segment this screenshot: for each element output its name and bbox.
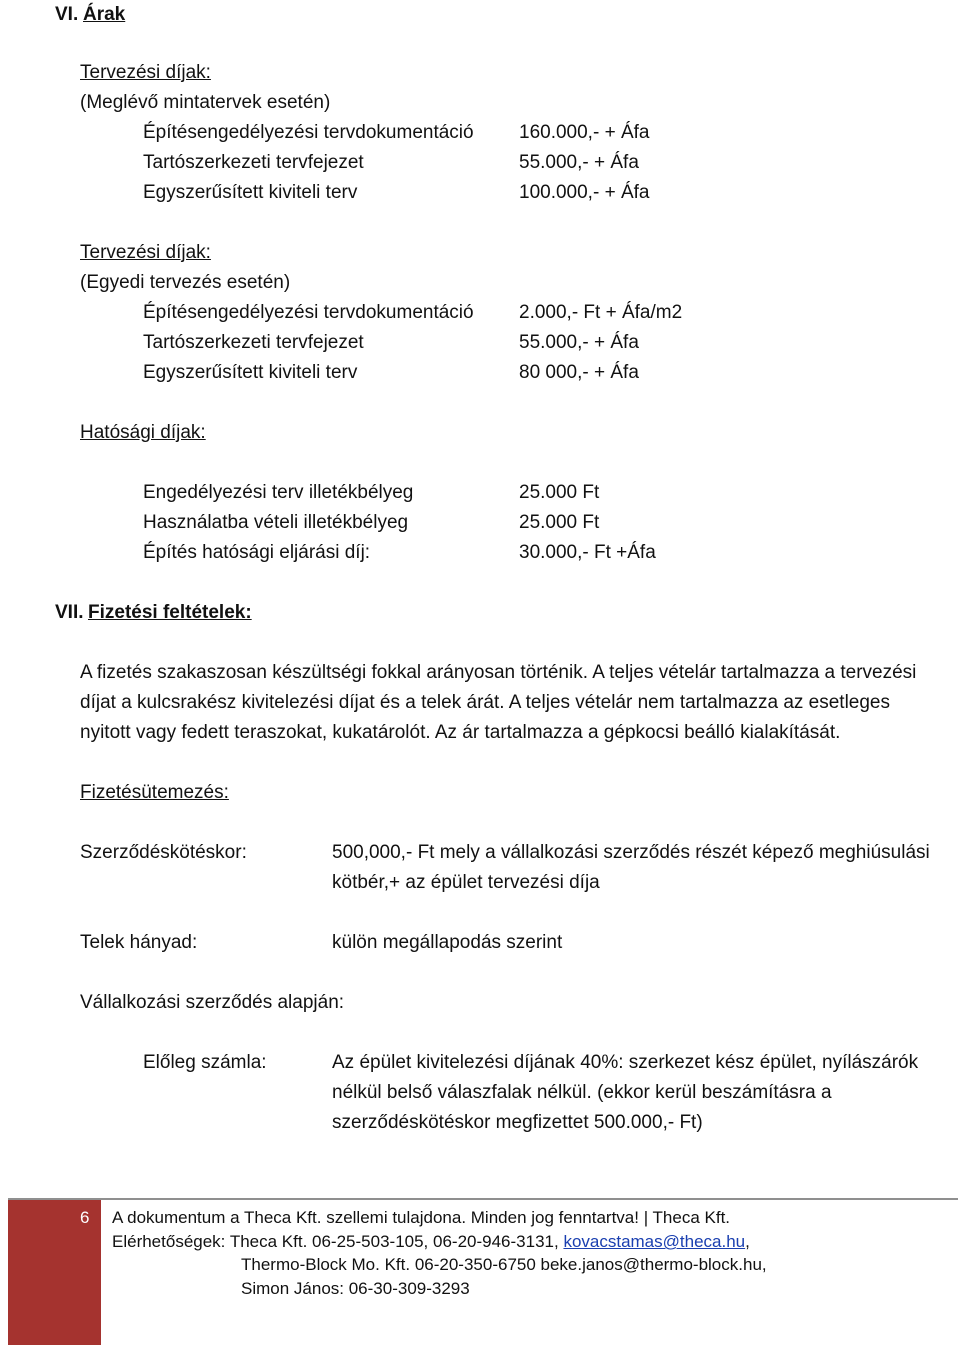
footer-simon: Simon János: 06-30-309-3293 <box>241 1279 470 1298</box>
price-row-label: Engedélyezési terv illetékbélyeg <box>143 482 414 503</box>
advance-invoice-value: szerződéskötéskor megfizettet 500.000,- Ft) <box>332 1112 703 1133</box>
advance-invoice-label: Előleg számla: <box>143 1052 267 1073</box>
price-row-value: 160.000,- + Áfa <box>519 122 650 143</box>
page-number: 6 <box>80 1208 90 1227</box>
advance-invoice-value: nélkül belső válaszfalak nélkül. (ekkor kerül beszámításra a <box>332 1082 832 1103</box>
price-row-value: 2.000,- Ft + Áfa/m2 <box>519 302 683 323</box>
footer-copyright: A dokumentum a Theca Kft. szellemi tulajdona. Minden jog fenntartva! | Theca Kft. <box>112 1208 731 1227</box>
footer-contacts-text: Elérhetőségek: Theca Kft. 06-25-503-105, 06-20-946-3131, <box>112 1232 564 1251</box>
price-row-label: Tartószerkezeti tervfejezet <box>143 332 364 353</box>
price-row-label: Használatba vételi illetékbélyeg <box>143 512 409 533</box>
email-link[interactable]: kovacstamas@theca.hu <box>563 1232 746 1251</box>
price-row-label: Építésengedélyezési tervdokumentáció <box>143 122 474 143</box>
price-row-value: 100.000,- + Áfa <box>519 182 650 203</box>
footer-divider <box>8 1198 958 1200</box>
section-title-prices: Árak <box>83 4 126 25</box>
contract-signing-label: Szerződéskötéskor: <box>80 842 247 863</box>
price-row-label: Építés hatósági eljárási díj: <box>143 542 371 563</box>
authority-fees-heading: Hatósági díjak: <box>80 422 206 443</box>
price-row-value: 55.000,- + Áfa <box>519 152 639 173</box>
design-fees-custom-heading: Tervezési díjak: <box>80 242 211 263</box>
payment-paragraph-line: nyitott vagy fedett teraszokat, kukatárolót. Az ár tartalmazza a gépkocsi beálló kialakítását. <box>80 722 841 743</box>
payment-paragraph-line: A fizetés szakaszosan készültségi fokkal arányosan történik. A teljes vételár tartalmazza a tervezési <box>80 662 917 683</box>
price-row-value: 55.000,- + Áfa <box>519 332 639 353</box>
plot-share-label: Telek hányad: <box>80 932 198 953</box>
price-row-value: 25.000 Ft <box>519 482 600 503</box>
price-row-label: Egyszerűsített kiviteli terv <box>143 362 358 383</box>
contract-basis-heading: Vállalkozási szerződés alapján: <box>80 992 345 1013</box>
section-number-6: VI. <box>55 4 79 25</box>
contract-signing-value: 500,000,- Ft mely a vállalkozási szerződés részét képező meghiúsulási <box>332 842 930 863</box>
contract-signing-value: kötbér,+ az épület tervezési díja <box>332 872 600 893</box>
price-row-label: Egyszerűsített kiviteli terv <box>143 182 358 203</box>
price-row-value: 25.000 Ft <box>519 512 600 533</box>
plot-share-value: külön megállapodás szerint <box>332 932 563 953</box>
design-fees-existing-heading: Tervezési díjak: <box>80 62 211 83</box>
design-fees-custom-subheading: (Egyedi tervezés esetén) <box>80 272 291 293</box>
design-fees-existing-subheading: (Meglévő mintatervek esetén) <box>80 92 331 113</box>
price-row-value: 80 000,- + Áfa <box>519 362 639 383</box>
section-number-7: VII. <box>55 602 84 623</box>
price-row-value: 30.000,- Ft +Áfa <box>519 542 656 563</box>
advance-invoice-value: Az épület kivitelezési díjának 40%: szerkezet kész épület, nyílászárók <box>332 1052 919 1073</box>
footer-contacts-comma: , <box>745 1232 750 1251</box>
footer-thermo-block: Thermo-Block Mo. Kft. 06-20-350-6750 beke.janos@thermo-block.hu, <box>241 1255 767 1274</box>
schedule-heading: Fizetésütemezés: <box>80 782 229 803</box>
price-row-label: Tartószerkezeti tervfejezet <box>143 152 364 173</box>
payment-paragraph-line: díjat a kulcsrakész kivitelezési díjat és a telek árát. A teljes vételár nem tartalmazza az esetleges <box>80 692 890 713</box>
price-row-label: Építésengedélyezési tervdokumentáció <box>143 302 474 323</box>
footer-contacts <box>112 1230 750 1254</box>
section-title-payment-terms: Fizetési feltételek: <box>88 602 252 623</box>
